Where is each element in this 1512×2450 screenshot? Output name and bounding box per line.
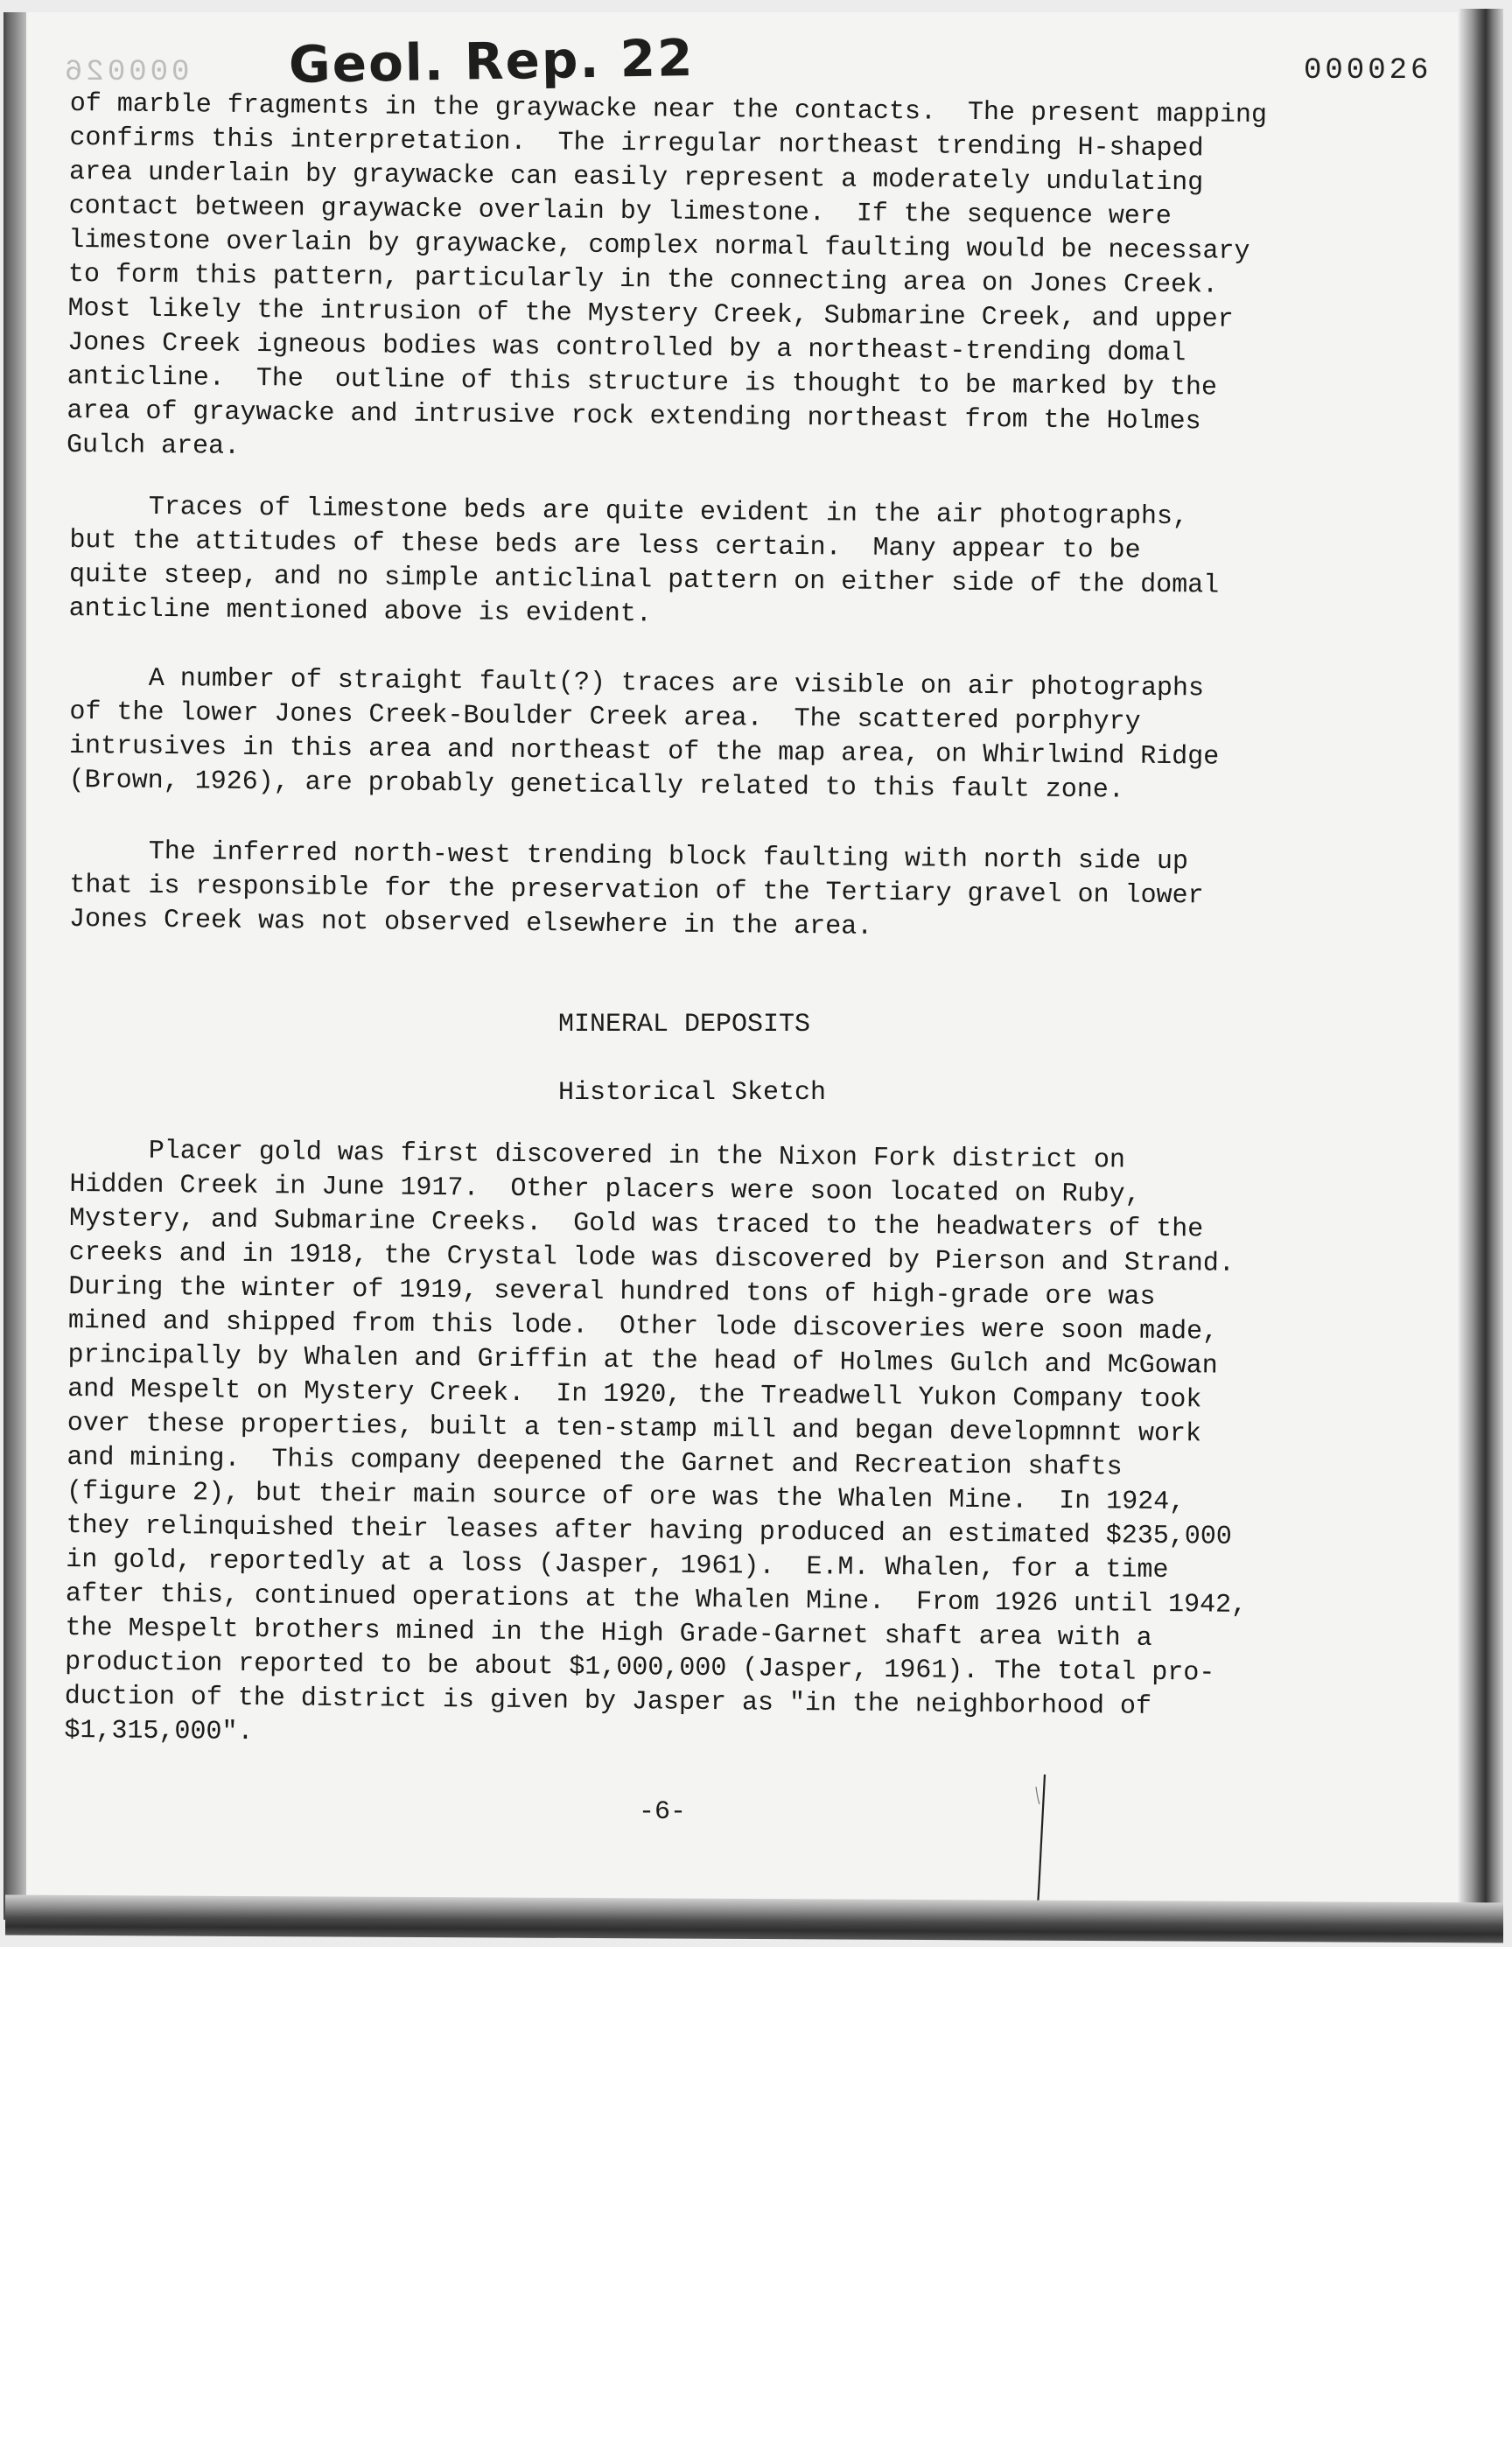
text-line: Most likely the intrusion of the Mystery Creek, Submarine Creek, and upper <box>67 293 1234 335</box>
text-line: but the attitudes of these beds are less certain. Many appear to be <box>69 525 1141 566</box>
text-line: During the winter of 1919, several hundred tons of high-grade ore was <box>68 1271 1156 1312</box>
text-line: of the lower Jones Creek-Boulder Creek area. The scattered porphyry <box>69 696 1141 738</box>
text-line: of marble fragments in the graywacke near the contacts. The present mapping <box>69 88 1268 131</box>
bleed-through-number: 000026 <box>61 56 190 89</box>
paragraph-fault-traces <box>69 662 1221 809</box>
document-number: 000026 <box>1304 54 1432 88</box>
right-page-edge-shadow <box>1460 9 1503 1942</box>
section-heading: MINERAL DEPOSITS <box>558 1010 811 1040</box>
text-line: confirms this interpretation. The irregular northeast trending H-shaped <box>69 122 1204 164</box>
text-line: and Mespelt on Mystery Creek. In 1920, the Treadwell Yukon Company took <box>67 1374 1202 1416</box>
text-line: area underlain by graywacke can easily represent a moderately undulating <box>68 157 1204 199</box>
text-line: to form this pattern, particularly in the connecting area on Jones Creek. <box>67 259 1219 301</box>
paragraph-structure <box>66 88 1267 474</box>
text-line: anticline. The outline of this structure is thought to be marked by the <box>66 361 1218 403</box>
handwritten-title: Geol. Rep. 22 <box>288 27 695 95</box>
text-line: intrusives in this area and northeast of the map area, on Whirlwind Ridge <box>68 731 1220 773</box>
text-line: they relinquished their leases after having produced an estimated $235,000 <box>66 1510 1233 1552</box>
text-line: Mystery, and Submarine Creeks. Gold was traced to the headwaters of the <box>68 1203 1204 1245</box>
paper-sheet <box>26 12 1458 1908</box>
text-line: principally by Whalen and Griffin at the head of Holmes Gulch and McGowan <box>67 1340 1218 1382</box>
text-line: Jones Creek igneous bodies was controlled by a northeast-trending domal <box>67 327 1186 369</box>
text-line: Traces of limestone beds are quite evident in the air photographs, <box>69 491 1189 533</box>
text-line: area of graywacke and intrusive rock extending northeast from the Holmes <box>66 396 1201 438</box>
text-line: in gold, reportedly at a loss (Jasper, 1961). E.M. Whalen, for a time <box>66 1544 1169 1586</box>
text-line: mined and shipped from this lode. Other lode discoveries were soon made, <box>67 1306 1219 1348</box>
text-line: duction of the district is given by Jasper as "in the neighborhood of <box>64 1681 1152 1722</box>
text-line: $1,315,000". <box>64 1715 254 1748</box>
paragraph-limestone-traces <box>69 490 1221 638</box>
text-line: after this, continued operations at the Whalen Mine. From 1926 until 1942, <box>65 1578 1248 1620</box>
pen-stroke-mark <box>1029 1771 1055 1920</box>
text-line: over these properties, built a ten-stamp mill and began developmnnt work <box>66 1408 1202 1450</box>
text-line: Placer gold was first discovered in the Nixon Fork district on <box>69 1135 1126 1176</box>
text-line: A number of straight fault(?) traces are visible on air photographs <box>69 662 1205 704</box>
paragraph-historical-sketch <box>64 1134 1251 1760</box>
text-line: Hidden Creek in June 1917. Other placers were soon located on Ruby, <box>69 1169 1141 1210</box>
text-line: limestone overlain by graywacke, complex normal faulting would be necessary <box>68 225 1250 267</box>
text-line: and mining. This company deepened the Garnet and Recreation shafts <box>66 1442 1123 1483</box>
text-line: The inferred north-west trending block faulting with north side up <box>69 836 1189 878</box>
bottom-page-edge-shadow <box>5 1895 1503 1943</box>
text-line: quite steep, and no simple anticlinal pattern on either side of the domal <box>68 559 1220 601</box>
subsection-heading: Historical Sketch <box>558 1078 827 1108</box>
page-number: -6- <box>639 1797 687 1827</box>
paragraph-block-faulting <box>69 835 1204 948</box>
text-line: creeks and in 1918, the Crystal lode was discovered by Pierson and Strand. <box>68 1237 1236 1279</box>
text-line: Gulch area. <box>66 430 241 462</box>
text-line: (figure 2), but their main source of ore was the Whalen Mine. In 1924, <box>66 1476 1186 1518</box>
text-line: the Mespelt brothers mined in the High Grade-Garnet shaft area with a <box>65 1613 1152 1654</box>
text-line: contact between graywacke overlain by limestone. If the sequence were <box>68 191 1172 233</box>
text-line: anticline mentioned above is evident. <box>68 593 652 630</box>
text-line: (Brown, 1926), are probably genetically related to this fault zone. <box>68 765 1125 806</box>
text-line: Jones Creek was not observed elsewhere in the area. <box>68 904 873 942</box>
text-line: production reported to be about $1,000,000 (Jasper, 1961). The total pro- <box>65 1647 1215 1689</box>
text-line: that is responsible for the preservation of the Tertiary gravel on lower <box>69 870 1204 912</box>
